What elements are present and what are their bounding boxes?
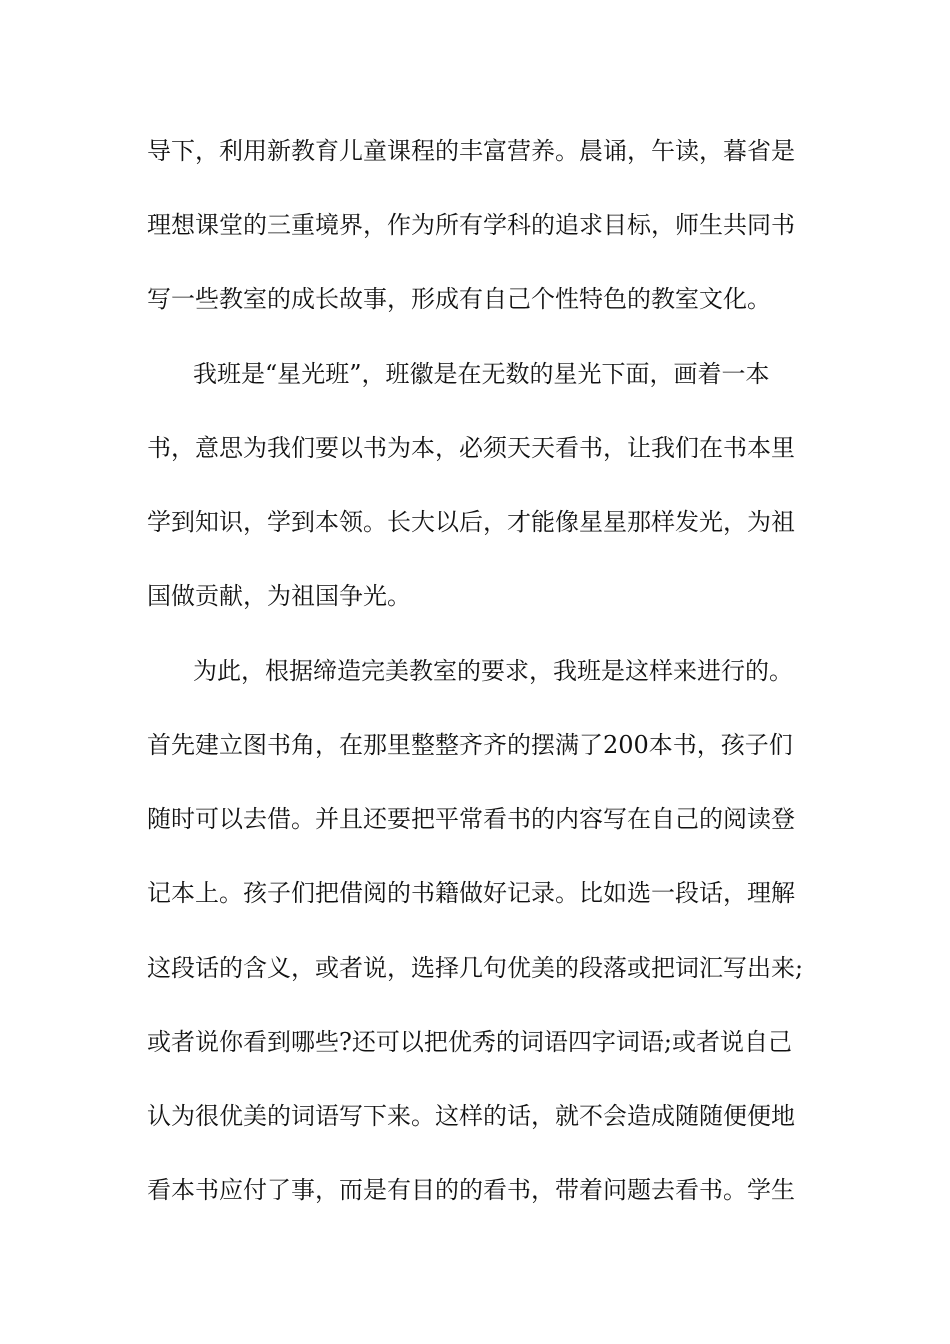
paragraph-first-line: 为此，根据缔造完美教室的要求，我班是这样来进行的。 bbox=[193, 657, 793, 685]
text-line: 认为很优美的词语写下来。这样的话，就不会造成随随便便地 bbox=[147, 1102, 795, 1130]
text-line: 或者说你看到哪些?还可以把优秀的词语四字词语;或者说自己 bbox=[147, 1028, 792, 1056]
text-line: 这段话的含义，或者说，选择几句优美的段落或把词汇写出来; bbox=[147, 954, 804, 982]
text-line: 导下，利用新教育儿童课程的丰富营养。晨诵，午读，暮省是 bbox=[147, 137, 795, 165]
text-line: 看本书应付了事，而是有目的的看书，带着问题去看书。学生 bbox=[147, 1176, 795, 1204]
text-line: 随时可以去借。并且还要把平常看书的内容写在自己的阅读登 bbox=[147, 805, 795, 833]
text-line: 学到知识，学到本领。长大以后，才能像星星那样发光，为祖 bbox=[147, 508, 795, 536]
text-line: 写一些教室的成长故事，形成有自己个性特色的教室文化。 bbox=[147, 285, 771, 313]
text-line: 首先建立图书角，在那里整整齐齐的摆满了200本书，孩子们 bbox=[147, 731, 793, 759]
text-line: 理想课堂的三重境界，作为所有学科的追求目标，师生共同书 bbox=[147, 211, 795, 239]
text-line: 国做贡献，为祖国争光。 bbox=[147, 582, 411, 610]
text-line: 书，意思为我们要以书为本，必须天天看书，让我们在书本里 bbox=[147, 434, 795, 462]
text-line: 记本上。孩子们把借阅的书籍做好记录。比如选一段话，理解 bbox=[147, 879, 795, 907]
paragraph-first-line: 我班是“星光班”，班徽是在无数的星光下面，画着一本 bbox=[193, 360, 770, 388]
